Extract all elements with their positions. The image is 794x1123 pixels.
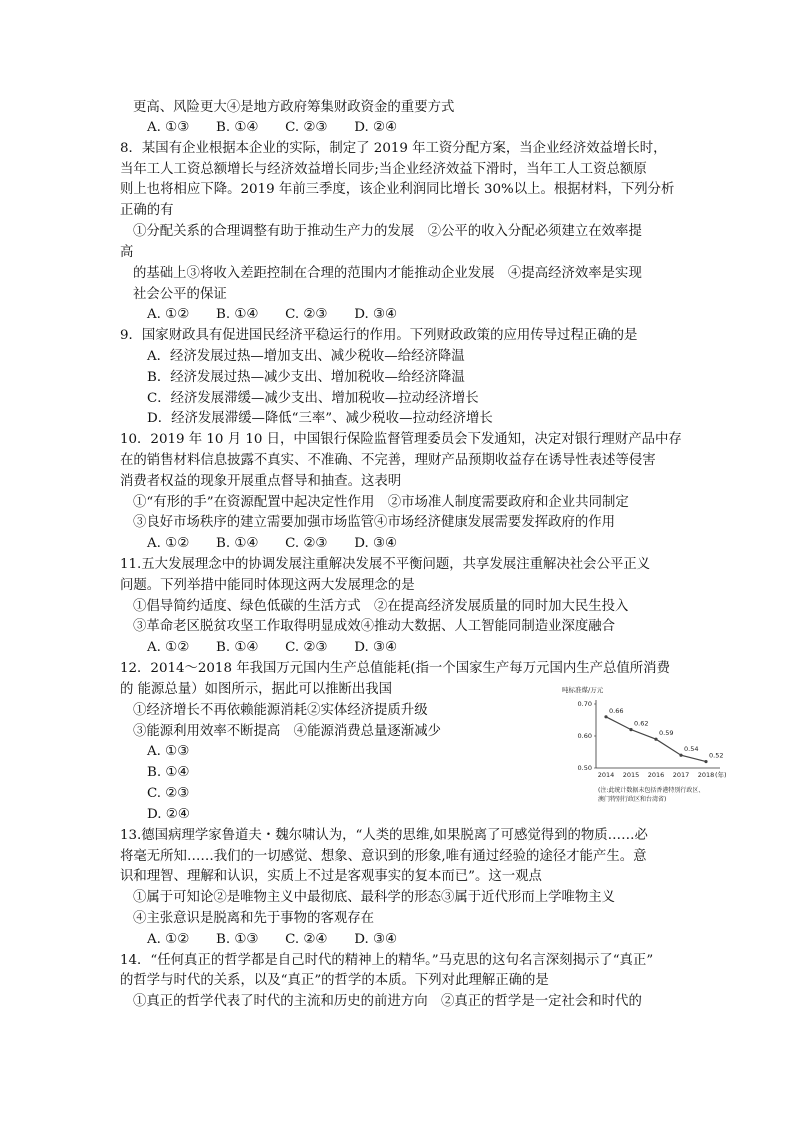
q9-option-a: A．经济发展过热—增加支出、减少税收—给经济降温 xyxy=(147,349,465,364)
data-point xyxy=(679,754,682,757)
q12-option-c: C. ②③ xyxy=(147,786,190,801)
x-axis-unit: (年) xyxy=(715,771,727,779)
text-line: ③革命老区脱贫攻坚工作取得明显成效④推动大数据、人工智能同制造业深度融合 xyxy=(133,619,616,634)
x-tick-label: 2018 xyxy=(697,771,715,779)
text-line: ①经济增长不再依赖能源消耗②实体经济提质升级 xyxy=(133,703,428,718)
data-label: 0.66 xyxy=(609,706,624,715)
q8-stem: 8．某国有企业根据本企业的实际，制定了 2019 年工资分配方案，当企业经济效益增长时， xyxy=(120,141,667,156)
text-line: 消费者权益的现象开展重点督导和抽查。这表明 xyxy=(120,474,402,489)
q9-stem: 9．国家财政具有促进国民经济平稳运行的作用。下列财政政策的应用传导过程正确的是 xyxy=(120,328,638,343)
text-line: 的基础上③将收入差距控制在合理的范围内才能推动企业发展 ④提高经济效率是实现 xyxy=(133,266,642,281)
y-axis-label: 吨标准煤/万元 xyxy=(562,686,604,694)
text-line: ③能源利用效率不断提高 ④能源消费总量逐渐减少 xyxy=(133,724,441,739)
text-line: 的 能源总量）如图所示，据此可以推断出我国 xyxy=(120,682,393,697)
data-point xyxy=(704,760,707,763)
q11-options: A. ①② B. ①④ C. ②③ D. ③④ xyxy=(147,640,397,655)
q10-options: A. ①② B. ①④ C. ②③ D. ③④ xyxy=(147,536,397,551)
text-line: 更高、风险更大④是地方政府筹集财政资金的重要方式 xyxy=(133,100,455,115)
q7-options: A. ①③ B. ①④ C. ②③ D. ②④ xyxy=(147,120,397,135)
q13-stem: 13.德国病理学家鲁道夫・魏尔啸认为，“人类的思维,如果脱离了可感觉得到的物质……必 xyxy=(120,828,648,843)
q9-option-b: B．经济发展过热—减少支出、增加税收—给经济降温 xyxy=(147,370,465,385)
text-line: 将毫无所知……我们的一切感觉、想象、意识到的形象,唯有通过经验的途径才能产生。意 xyxy=(120,849,647,864)
y-tick-label: 0.60 xyxy=(577,732,592,740)
y-tick-label: 0.50 xyxy=(577,764,592,772)
x-tick-label: 2017 xyxy=(672,771,690,779)
data-point xyxy=(654,738,657,741)
q9-option-c: C．经济发展滞缓—减少支出、增加税收—拉动经济增长 xyxy=(147,391,479,406)
text-line: ①真正的哲学代表了时代的主流和历史的前进方向 ②真正的哲学是一定社会和时代的 xyxy=(133,994,642,1009)
data-label: 0.52 xyxy=(709,751,724,760)
q14-stem: 14．“任何真正的哲学都是自己时代的精神上的精华。”马克思的这句名言深刻揭示了“真正” xyxy=(120,953,654,968)
y-tick-label: 0.70 xyxy=(577,700,592,708)
text-line: 在的销售材料信息披露不真实、不准确、不完善，理财产品预期收益存在诱导性表述等侵害 xyxy=(120,453,656,468)
text-line: 正确的有 xyxy=(120,203,174,218)
q12-option-d: D. ②④ xyxy=(147,807,190,822)
text-line: 识和理智、理解和认识，实质上不过是客观事实的复本而已”。这一观点 xyxy=(120,869,542,884)
x-tick-label: 2014 xyxy=(597,771,615,779)
q13-options: A. ①② B. ①③ C. ②④ D. ③④ xyxy=(147,932,397,947)
q11-stem: 11.五大发展理念中的协调发展注重解决发展不平衡问题，共享发展注重解决社会公平正义 xyxy=(120,557,651,572)
q10-stem: 10．2019 年 10 月 10 日，中国银行保险监督管理委员会下发通知，决定对银行理财产品中存 xyxy=(120,432,682,447)
text-line: ③良好市场秩序的建立需要加强市场监管④市场经济健康发展需要发挥政府的作用 xyxy=(133,515,616,530)
chart-note-line1: (注:此统计数据未包括香港特别行政区、 xyxy=(598,787,705,794)
q12-option-a: A. ①③ xyxy=(147,744,190,759)
text-line: ①分配关系的合理调整有助于推动生产力的发展 ②公平的收入分配必须建立在效率提 xyxy=(133,224,642,239)
text-line: 当年工人工资总额增长与经济效益增长同步;当企业经济效益下滑时，当年工人工资总额原 xyxy=(120,162,647,177)
text-line: ④主张意识是脱离和先于事物的客观存在 xyxy=(133,911,375,926)
text-line: 的哲学与时代的关系，以及“真正”的哲学的本质。下列对此理解正确的是 xyxy=(120,973,549,988)
text-line: ①属于可知论②是唯物主义中最彻底、最科学的形态③属于近代形而上学唯物主义 xyxy=(133,890,616,905)
text-line: 问题。下列举措中能同时体现这两大发展理念的是 xyxy=(120,578,415,593)
x-tick-label: 2016 xyxy=(647,771,665,779)
x-tick-label: 2015 xyxy=(622,771,640,779)
data-point xyxy=(604,715,607,718)
chart-note-line2: 澳门特别行政区和台湾省) xyxy=(598,796,667,803)
text-line: ①“有形的手”在资源配置中起决定性作用 ②市场准人制度需要政府和企业共同制定 xyxy=(133,495,629,510)
chart-marks xyxy=(604,707,723,763)
text-line: 社会公平的保证 xyxy=(133,287,227,302)
q12-option-b: B. ①④ xyxy=(147,765,190,780)
q8-options: A. ①② B. ①④ C. ②③ D. ③④ xyxy=(147,307,397,322)
text-line: ①倡导简约适度、绿色低碳的生活方式 ②在提高经济发展质量的同时加大民生投入 xyxy=(133,599,629,614)
data-label: 0.59 xyxy=(659,729,674,738)
data-label: 0.62 xyxy=(634,719,649,728)
data-label: 0.54 xyxy=(684,745,699,754)
energy-intensity-chart xyxy=(548,684,738,806)
text-line: 则上也将相应下降。2019 年前三季度，该企业利润同比增长 30%以上。根据材料，下列分析 xyxy=(120,182,675,197)
q9-option-d: D．经济发展滞缓—降低“三率”、减少税收—拉动经济增长 xyxy=(147,411,493,426)
q12-stem: 12．2014～2018 年我国万元国内生产总值能耗(指一个国家生产每万元国内生产总值所消费 xyxy=(120,661,670,676)
chart-axes xyxy=(578,700,727,779)
text-line: 高 xyxy=(120,245,134,260)
data-point xyxy=(629,728,632,731)
